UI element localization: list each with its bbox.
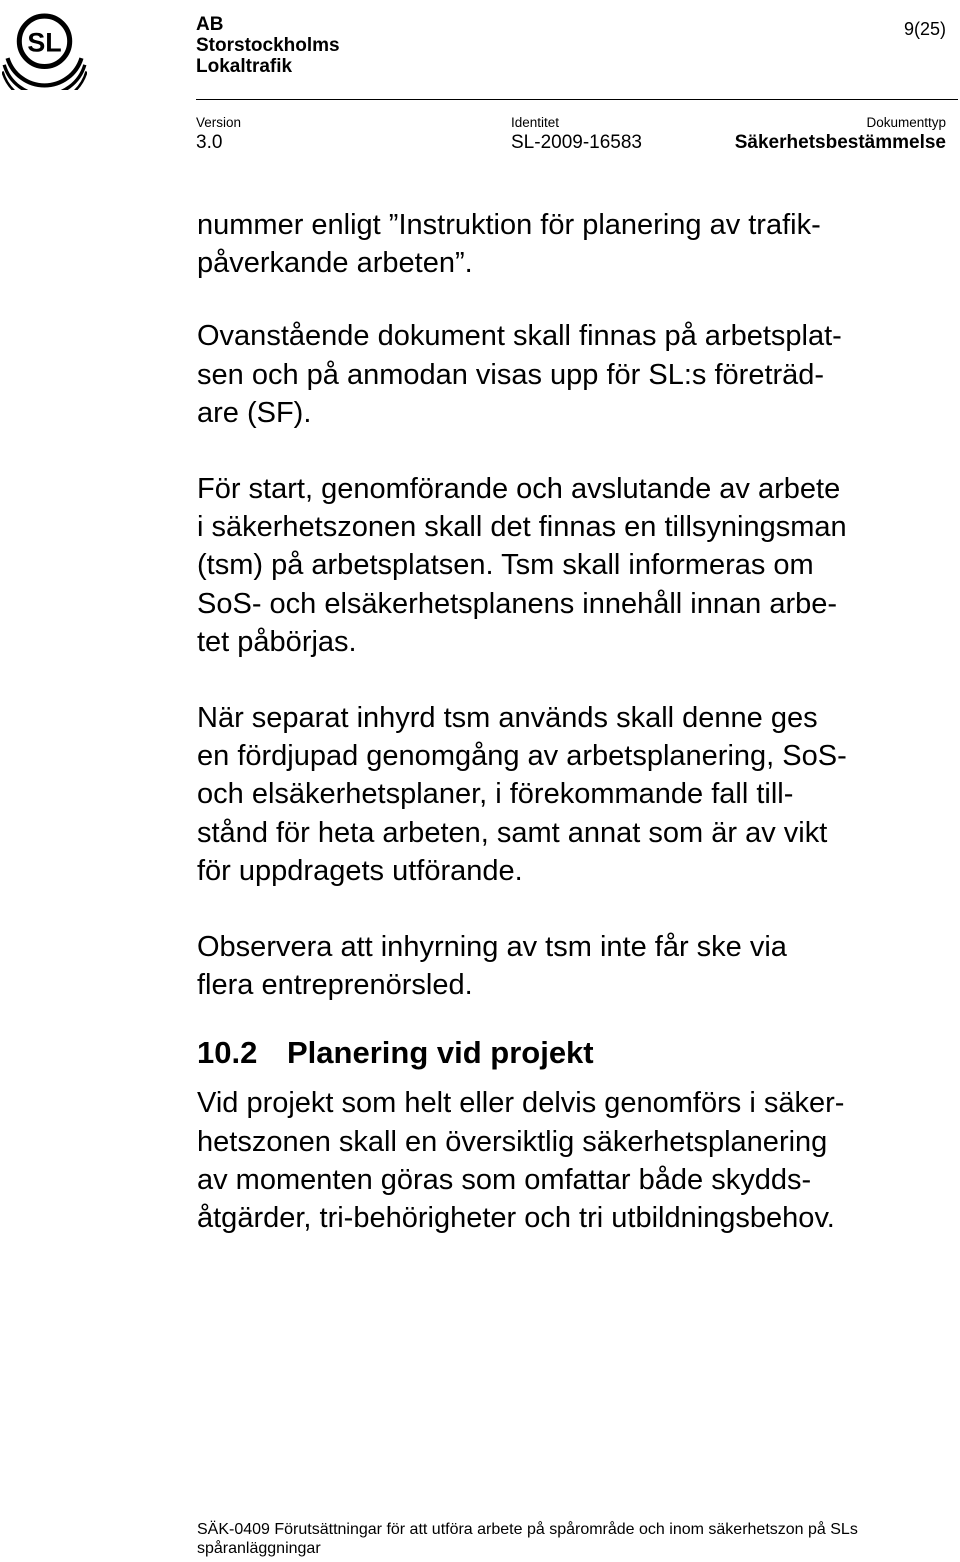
footer-line: spåranläggningar [197,1540,321,1557]
section-heading [197,1034,952,1072]
text-line: stånd för heta arbeten, samt annat som är av vikt [197,816,828,849]
text-line: åtgärder, tri-behörigheter och tri utbildningsbehov. [197,1202,835,1235]
footer-line: SÄK-0409 Förutsättningar för att utföra arbete på spårområde och inom säkerhetszon på SLs [197,1521,858,1538]
page-number: 9(25) [903,19,946,39]
paragraph [197,206,952,282]
text-line: Vid projekt som helt eller delvis genomförs i säker- [197,1087,845,1120]
text-line: (tsm) på arbetsplatsen. Tsm skall informeras om [197,549,814,582]
text-line: en fördjupad genomgång av arbetsplanering, SoS- [197,740,847,773]
header-divider [196,99,958,100]
version-value: 3.0 [196,132,223,153]
page-footer [197,1520,858,1558]
text-line: och elsäkerhetsplaner, i förekommande fall till- [197,778,794,811]
text-line: För start, genomförande och avslutande av arbete [197,473,841,506]
text-line: Observera att inhyrning av tsm inte får ske via [197,931,787,964]
text-line: i säkerhetszonen skall det finnas en tillsyningsman [197,511,847,544]
paragraph [197,928,952,1004]
text-line: för uppdragets utförande. [197,854,523,887]
company-name [196,14,340,77]
paragraph [197,470,952,661]
identity-label: Identitet [511,115,560,130]
text-line: nummer enligt ”Instruktion för planering av trafik- [197,209,821,241]
doctype-value: Säkerhetsbestämmelse [734,132,946,153]
company-line: AB [196,14,224,35]
text-line: tet påbörjas. [197,625,357,658]
text-line: sen och på anmodan visas upp för SL:s företräd- [197,358,825,391]
text-line: flera entreprenörsled. [197,969,473,1002]
document-body [197,206,952,1237]
logo-text: SL [27,27,62,58]
company-line: Lokaltrafik [196,56,293,77]
text-line: När separat inhyrd tsm används skall denne ges [197,702,818,735]
identity-value: SL-2009-16583 [511,132,642,153]
section-title: Planering vid projekt [287,1035,594,1071]
paragraph [197,1084,952,1237]
paragraph [197,699,952,890]
text-line: av momenten göras som omfattar både skydds- [197,1163,812,1196]
text-line: hetszonen skall en översiktlig säkerhetsplanering [197,1125,828,1158]
text-line: påverkande arbeten”. [197,247,473,280]
version-label: Version [196,115,242,130]
sl-logo-icon [2,6,87,90]
doctype-label: Dokumenttyp [866,115,946,130]
text-line: are (SF). [197,396,312,429]
company-line: Storstockholms [196,35,340,56]
paragraph [197,317,952,432]
text-line: Ovanstående dokument skall finnas på arbetsplat- [197,320,842,353]
text-line: SoS- och elsäkerhetsplanens innehåll innan arbe- [197,587,838,620]
section-number: 10.2 [197,1035,258,1071]
